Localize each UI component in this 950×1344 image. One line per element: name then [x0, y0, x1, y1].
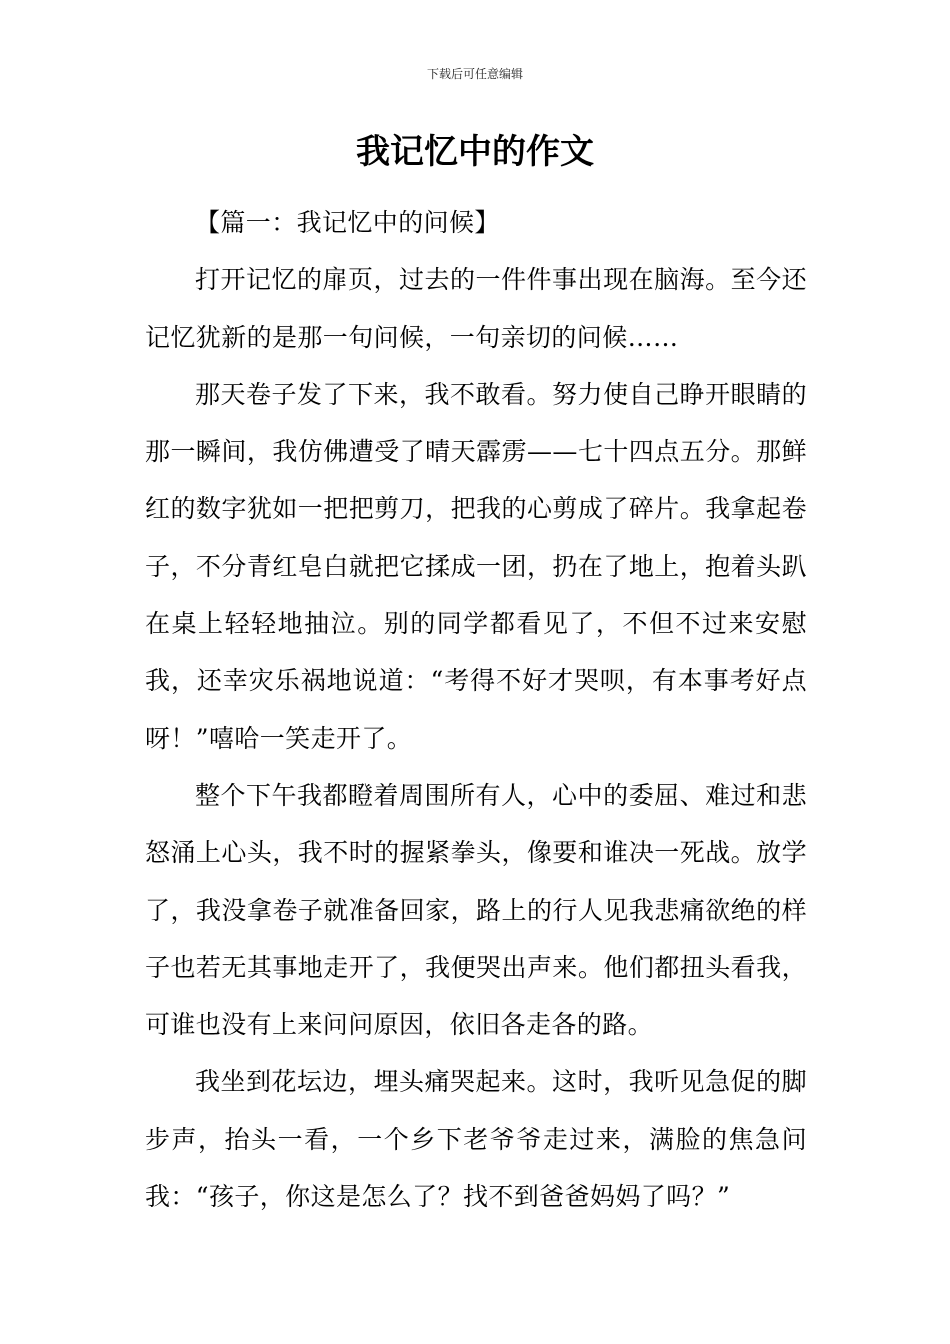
paragraph-3: 整个下午我都瞪着周围所有人，心中的委屈、难过和悲怒涌上心头，我不时的握紧拳头，像要和谁决一死战。放学了，我没拿卷子就准备回家，路上的行人见我悲痛欲绝的样子也若无其事地走开了，我便哭出声来。他们都扭头看我，可谁也没有上来问问原因，依旧各走各的路。: [145, 780, 807, 1040]
document-title: 我记忆中的作文: [356, 132, 594, 172]
document-body: [145, 194, 807, 1225]
section-heading: 【篇一：我记忆中的问候】: [195, 208, 500, 237]
paragraph-2: 那天卷子发了下来，我不敢看。努力使自己睁开眼睛的那一瞬间，我仿佛遭受了晴天霹雳——七十四点五分。那鲜红的数字犹如一把把剪刀，把我的心剪成了碎片。我拿起卷子，不分青红皂白就把它揉成一团，扔在了地上，抱着头趴在桌上轻轻地抽泣。别的同学都看见了，不但不过来安慰我，还幸灾乐祸地说道：“考得不好才哭呗，有本事考好点呀！”嘻哈一笑走开了。: [145, 379, 807, 753]
paragraph-4: 我坐到花坛边，埋头痛哭起来。这时，我听见急促的脚步声，抬头一看，一个乡下老爷爷走过来，满脸的焦急问我：“孩子，你这是怎么了？找不到爸爸妈妈了吗？”: [145, 1067, 807, 1212]
paragraph-1: 打开记忆的扉页，过去的一件件事出现在脑海。至今还记忆犹新的是那一句问候，一句亲切的问候……: [145, 265, 807, 352]
header-note: 下载后可任意编辑: [426, 67, 523, 81]
